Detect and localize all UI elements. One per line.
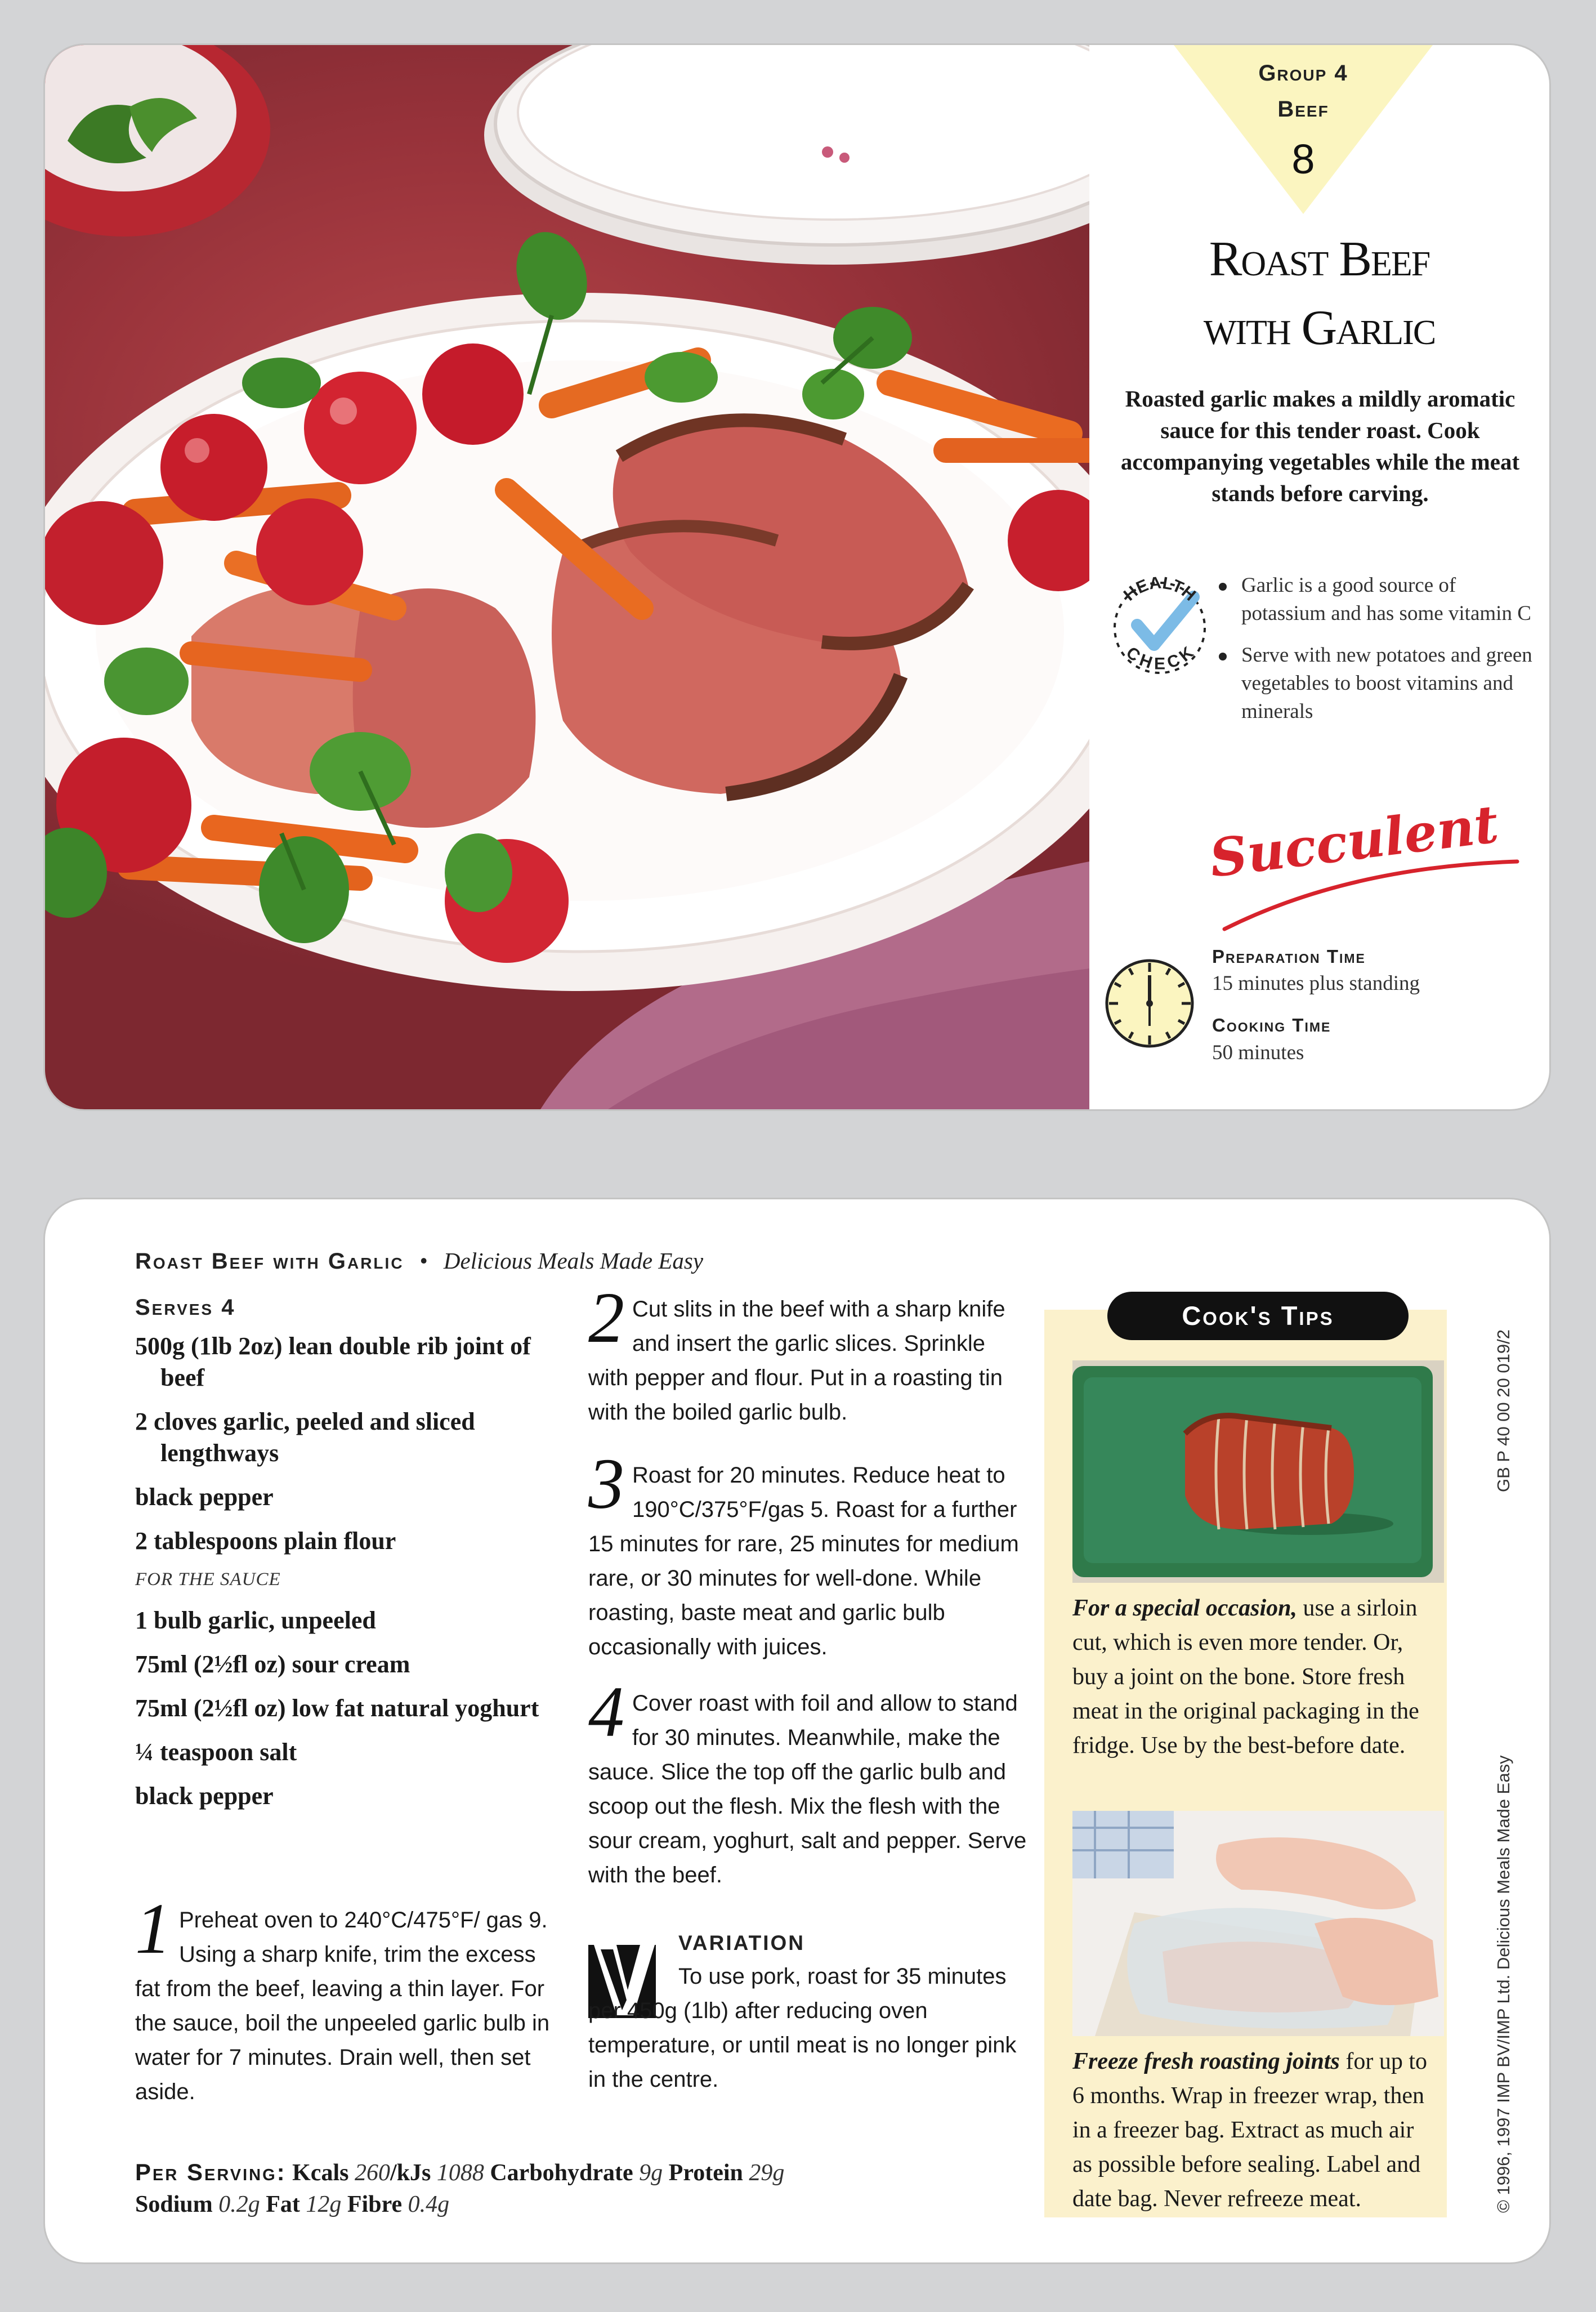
sauce-heading: FOR THE SAUCE: [135, 1569, 281, 1590]
variation-label: VARIATION: [678, 1931, 806, 1954]
tip-body: use a sirloin cut, which is even more tender. Or, buy a joint on the bone. Store fresh meat in the original packaging in the fridge. Use by the best-before date.: [1072, 1595, 1419, 1758]
card-number: 8: [1291, 136, 1315, 182]
cooks-tips-panel: [1044, 1301, 1447, 2217]
health-check-badge: [1103, 569, 1216, 681]
recipe-intro: Roasted garlic makes a mildly aromatic sauce for this tender roast. Cook accompanying vegetables while the meat stands before carving.: [1120, 386, 1520, 506]
step-text: Cover roast with foil and allow to stand for 30 minutes. Meanwhile, make the sauce. Slice the top off the garlic bulb and scoop out the flesh. Mix the flesh with the sour cream, yoghurt, salt and pepper. Serve with the beef.: [588, 1691, 1027, 1887]
fat-value: 12g: [306, 2192, 342, 2217]
swoosh-icon: [1179, 800, 1528, 940]
tip-special-occasion: [1072, 1591, 1438, 1763]
kj-value: 1088: [436, 2160, 484, 2186]
copyright-text: © 1996, 1997 IMP BV/IMP Ltd. Delicious Meals Made Easy: [1494, 1755, 1513, 2213]
method-step-4: [588, 1672, 1027, 1893]
tagline-text: Succulent: [1206, 793, 1502, 889]
sauce-ingredient-list: [135, 1605, 574, 1812]
sirloin-photo: [1072, 1360, 1444, 1583]
header-title: Roast Beef with Garlic: [135, 1249, 404, 1274]
cook-time-label: Cooking Time: [1212, 1015, 1331, 1036]
product-code-text: GB P 40 00 20 019/2: [1494, 1329, 1513, 1492]
tip-freezing: [1072, 2045, 1438, 2216]
cook-time-value: 50 minutes: [1212, 1041, 1304, 1064]
nutrition-label: Per Serving:: [135, 2159, 287, 2185]
ingredient-item: black pepper: [135, 1782, 274, 1810]
title-line-1: Roast Beef: [1209, 232, 1430, 287]
clock-icon: [1103, 957, 1196, 1050]
ingredients-column: [135, 1295, 574, 1824]
sodium-label: Sodium: [135, 2192, 213, 2217]
step-number: 1: [135, 1889, 171, 1969]
cooks-tips-heading: Cook's Tips: [1107, 1292, 1409, 1340]
prep-time-label: Preparation Time: [1212, 946, 1366, 967]
method-step-1: [135, 1889, 563, 2109]
group-label: Group 4: [1258, 61, 1348, 86]
roast-beef-photo: [45, 45, 1089, 1109]
category-badge: [1174, 45, 1433, 225]
health-point: Garlic is a good source of potassium and has some vitamin C: [1219, 572, 1534, 628]
badge-line-2: CHECK: [1122, 643, 1197, 673]
fibre-label: Fibre: [347, 2192, 403, 2217]
sodium-value: 0.2g: [218, 2192, 260, 2217]
health-point: Serve with new potatoes and green vegetables to boost vitamins and minerals: [1219, 641, 1534, 726]
nutrition-info: [135, 2157, 980, 2220]
carb-label: Carbohydrate: [490, 2160, 633, 2186]
ingredient-item: 1 bulb garlic, unpeeled: [135, 1606, 376, 1634]
category-label: Beef: [1277, 97, 1329, 122]
fat-label: Fat: [266, 2192, 300, 2217]
step-number: 3: [588, 1444, 624, 1524]
carb-value: 9g: [639, 2160, 663, 2186]
recipe-card-back: [45, 1199, 1549, 2262]
kcals-value: 260: [354, 2160, 390, 2186]
health-check-icon: [1103, 569, 1216, 681]
method-step-2: [588, 1278, 1027, 1430]
step-number: 4: [588, 1672, 624, 1752]
step-number: 2: [588, 1278, 624, 1358]
method-step-3: [588, 1444, 1027, 1664]
svg-text:CHECK: [1123, 643, 1197, 673]
recipe-title: [1089, 225, 1549, 363]
step-text: Roast for 20 minutes. Reduce heat to 190°C/375°F/gas 5. Roast for a further 15 minutes for rare, 25 minutes for medium rare, or 30 minutes for well-done. While roasting, baste meat and garlic bulb occasionally with juices.: [588, 1463, 1019, 1659]
ingredient-item: 2 cloves garlic, peeled and sliced lengthways: [135, 1408, 475, 1467]
product-code: [1494, 1323, 1516, 1492]
tip-body: for up to 6 months. Wrap in freezer wrap, then in a freezer bag. Extract as much air as possible before sealing. Label and date bag. Never refreeze meat.: [1072, 2048, 1428, 2212]
ingredient-item: 75ml (2½fl oz) low fat natural yoghurt: [135, 1694, 539, 1722]
header-series: Delicious Meals Made Easy: [443, 1248, 704, 1274]
title-line-2: with Garlic: [1203, 301, 1436, 355]
fibre-value: 0.4g: [408, 2192, 450, 2217]
health-check-list: [1219, 572, 1534, 739]
kcals-label: Kcals: [292, 2160, 349, 2186]
back-header: [135, 1247, 980, 1274]
tip-lead: Freeze fresh roasting joints: [1072, 2048, 1340, 2074]
variation-text: To use pork, roast for 35 minutes per 450g (1lb) after reducing oven temperature, or until meat is no longer pink in the centre.: [588, 1964, 1017, 2092]
svg-text:HEALTH: [1120, 573, 1199, 604]
info-panel: [1089, 45, 1549, 1109]
ingredient-item: black pepper: [135, 1483, 274, 1511]
bullet-separator: •: [419, 1248, 428, 1274]
ingredient-list: [135, 1331, 574, 1557]
protein-value: 29g: [749, 2160, 785, 2186]
ingredient-item: 500g (1lb 2oz) lean double rib joint of beef: [135, 1332, 531, 1391]
recipe-card-front: [45, 45, 1549, 1109]
prep-time-value: 15 minutes plus standing: [1212, 972, 1420, 995]
protein-label: Protein: [668, 2160, 743, 2186]
kj-label: /kJs: [390, 2160, 431, 2186]
step-text: Cut slits in the beef with a sharp knife and insert the garlic slices. Sprinkle with pepper and flour. Put in a roasting tin with the boiled garlic bulb.: [588, 1297, 1005, 1425]
serves-label: Serves 4: [135, 1295, 236, 1320]
ingredient-item: 2 tablespoons plain flour: [135, 1527, 396, 1555]
food-illustration: [45, 45, 1089, 1109]
copyright-notice: [1494, 1706, 1516, 2213]
ingredient-item: ¼ teaspoon salt: [135, 1738, 297, 1766]
tip-lead: For a special occasion,: [1072, 1595, 1297, 1621]
badge-line-1: HEALTH: [1120, 573, 1200, 605]
freezer-wrap-photo: [1072, 1811, 1444, 2036]
ingredient-item: 75ml (2½fl oz) sour cream: [135, 1650, 410, 1678]
tagline-stamp: [1179, 793, 1528, 940]
step-text: Preheat oven to 240°C/475°F/ gas 9. Using a sharp knife, trim the excess fat from the beef, leaving a thin layer. For the sauce, boil the unpeeled garlic bulb in water for 7 minutes. Drain well, then set aside.: [135, 1908, 550, 2104]
